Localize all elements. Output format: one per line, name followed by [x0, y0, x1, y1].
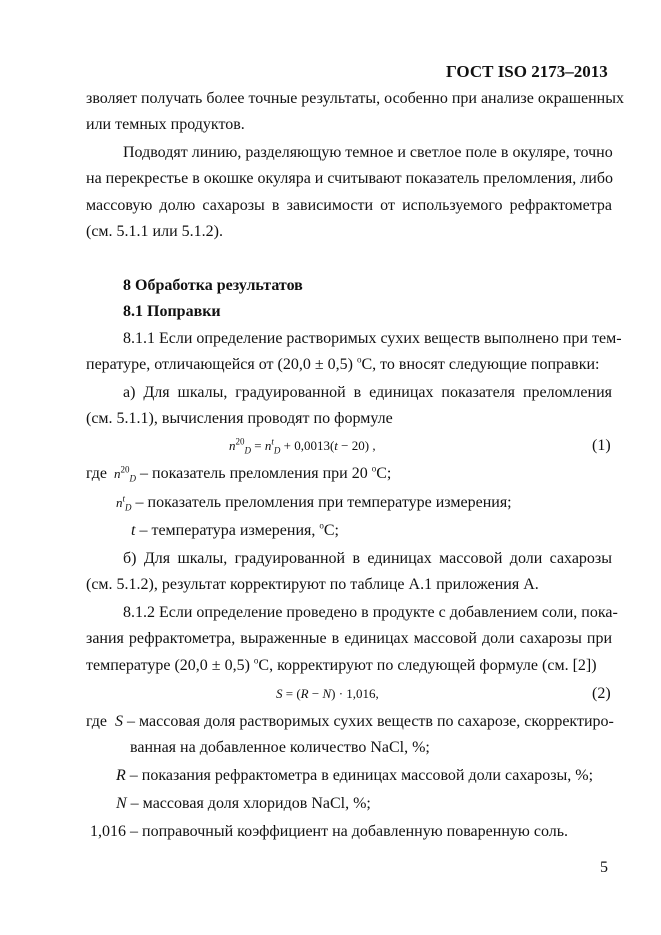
section-heading: 8 Обработка результатов — [123, 277, 303, 294]
paragraph-line: или темных продуктов. — [86, 116, 245, 133]
paragraph-line: 8.1.2 Если определение проведено в продукте с добавлением соли, пока- — [123, 604, 618, 621]
paragraph-line: а) Для шкалы, градуированной в единицах показателя преломления — [123, 384, 612, 401]
paragraph-line: массовую долю сахарозы в зависимости от используемого рефрактометра — [86, 197, 612, 214]
legend-n20: $n^{20}_D$ – показатель преломления при 20 $^o$C; — [114, 463, 392, 484]
page-number: 5 — [600, 859, 608, 876]
legend-s: где S – массовая доля растворимых сухих веществ по сахарозе, скорректиро- — [86, 713, 614, 730]
paragraph-line: температуре (20,0 ± 0,5) $^o$C, корректируют по следующей формуле (см. [2]) — [86, 655, 597, 674]
paragraph-line: (см. 5.1.1), вычисления проводят по формуле — [86, 410, 393, 427]
legend-n: N – массовая доля хлоридов NaCl, %; — [116, 795, 371, 812]
legend-r: R – показания рефрактометра в единицах массовой доли сахарозы, %; — [116, 767, 594, 784]
legend-t: t – температура измерения, $^o$C; — [131, 520, 339, 539]
where-lead: где — [86, 465, 108, 482]
formula-1: $n^{20}_D = n^t_D + 0,0013(t - 20)$ , — [229, 436, 376, 456]
formula-2: S = (R − N) · 1,016, — [276, 686, 379, 701]
legend-s-cont: ванная на добавленное количество NaCl, %; — [130, 739, 430, 756]
legend-nt: $n^t_D$ – показатель преломления при температуре измерения; — [116, 493, 512, 513]
formula-2-number: (2) — [592, 685, 611, 702]
paragraph-line: пературе, отличающейся от (20,0 ± 0,5) $^o$C, то вносят следующие поправки: — [86, 354, 600, 373]
paragraph-line: (см. 5.1.1 или 5.1.2). — [86, 223, 223, 240]
paragraph-line: б) Для шкалы, градуированной в единицах массовой доли сахарозы — [123, 550, 612, 567]
paragraph-line: на перекрестье в окошке окуляра и считывают показатель преломления, либо — [86, 170, 613, 187]
paragraph-line: 8.1.1 Если определение растворимых сухих веществ выполнено при тем- — [123, 330, 622, 347]
subsection-heading: 8.1 Поправки — [123, 303, 221, 320]
paragraph-line: зволяет получать более точные результаты, особенно при анализе окрашенных — [86, 90, 624, 107]
paragraph-line: зания рефрактометра, выраженные в единицах массовой доли сахарозы при — [86, 630, 612, 647]
legend-coefficient: 1,016 – поправочный коэффициент на добавленную поваренную соль. — [90, 823, 569, 840]
document-header: ГОСТ ISO 2173–2013 — [446, 62, 608, 81]
formula-1-number: (1) — [592, 437, 611, 454]
paragraph-line: Подводят линию, разделяющую темное и светлое поле в окуляре, точно — [123, 144, 613, 161]
paragraph-line: (см. 5.1.2), результат корректируют по таблице А.1 приложения А. — [86, 576, 539, 593]
